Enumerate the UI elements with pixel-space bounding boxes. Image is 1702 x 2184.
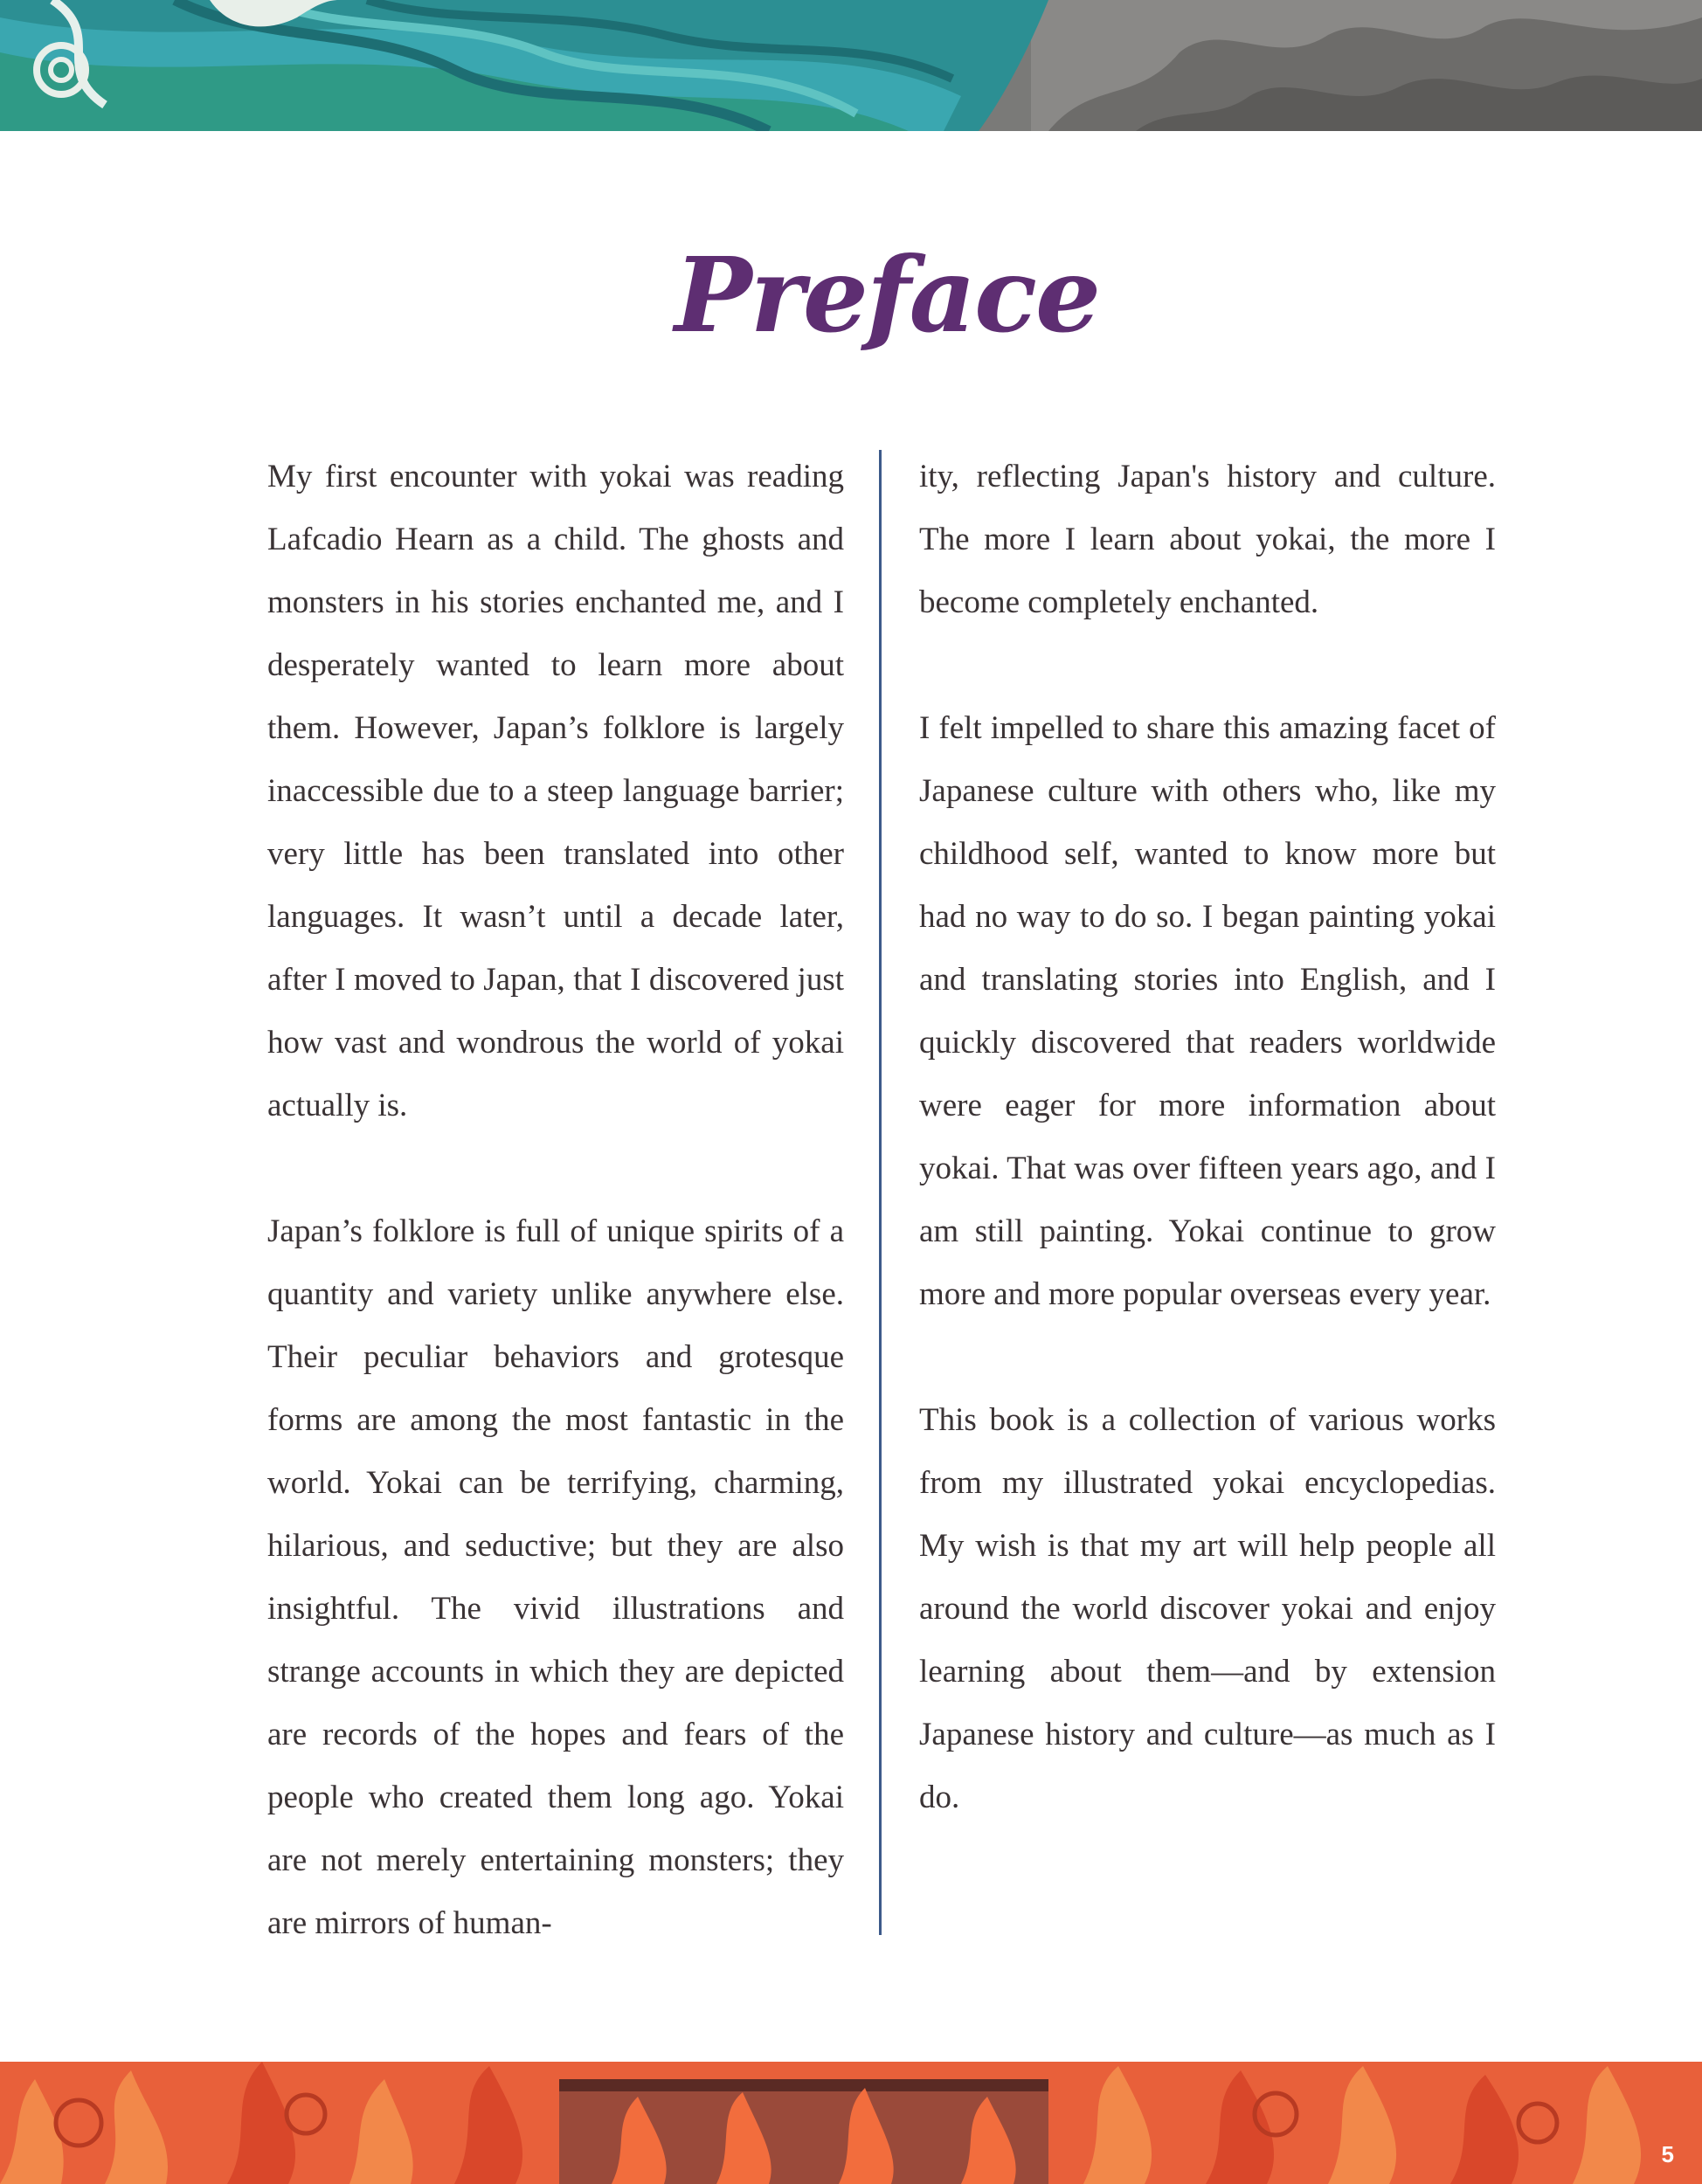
paragraph: I felt impelled to share this amazing facet of Japanese culture with others who, like my childhood self, wanted to know more but had no way to do so. I began painting yokai and translating stories into English, and I quickly discovered that readers worldwide were eager for more information about yokai. That was over fifteen years ago, and I am still painting. Yokai continue to grow more and more popular overseas every year. [919, 710, 1496, 1312]
right-text-column [919, 446, 1496, 1829]
paragraph: Japan’s folklore is full of unique spirits of a quantity and variety unlike anywhere else. Their peculiar behaviors and grotesque forms are among the most fantastic in the world. Yokai can be terrifying, charming, hilarious, and seductive; but they are also insightful. The vivid illustrations and strange accounts in which they are depicted are records of the hopes and fears of the people who created them long ago. Yokai are not merely entertaining monsters; they are mirrors of human- [267, 1213, 844, 1941]
column-divider [879, 450, 882, 1935]
wave-rock-illustration [0, 0, 1702, 131]
top-decorative-banner [0, 0, 1702, 131]
page-title: Preface [674, 234, 1100, 356]
bottom-decorative-banner [0, 2062, 1702, 2184]
flame-illustration [0, 2062, 1702, 2184]
left-text-column [267, 446, 844, 1955]
paragraph: My first encounter with yokai was reading Lafcadio Hearn as a child. The ghosts and monsters in his stories enchanted me, and I desperately wanted to learn more about them. However, Japan’s folklore is largely inaccessible due to a steep language barrier; very little has been translated into other languages. It wasn’t until a decade later, after I moved to Japan, that I discovered just how vast and wondrous the world of yokai actually is. [267, 459, 844, 1123]
page-number: 5 [1661, 2141, 1674, 2167]
paragraph: This book is a collection of various works from my illustrated yokai encyclopedias. My wish is that my art will help people all around the world discover yokai and enjoy learning about them—and by extension Japanese history and culture—as much as I do. [919, 1402, 1496, 1815]
paragraph: ity, reflecting Japan's history and culture. The more I learn about yokai, the more I become completely enchanted. [919, 459, 1496, 620]
